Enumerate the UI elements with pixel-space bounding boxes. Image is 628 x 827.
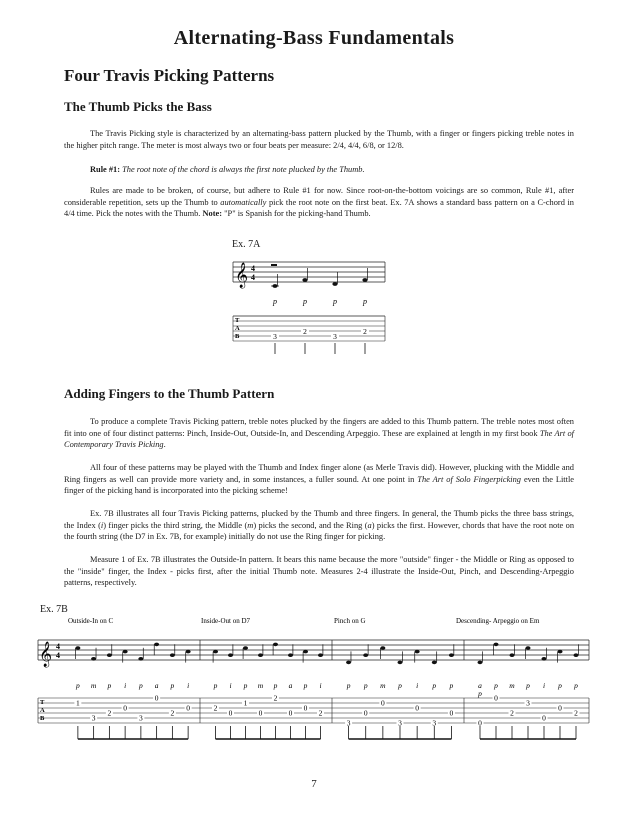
example-7a-label: Ex. 7A: [232, 239, 261, 250]
pick-label: a: [478, 681, 482, 690]
fret-number: 1: [76, 698, 80, 708]
rule-1: [64, 164, 600, 176]
note: [288, 653, 293, 657]
svg-text:B: B: [235, 333, 240, 340]
pick-label: m: [509, 681, 515, 690]
note: [346, 661, 351, 665]
fret-number: 2: [303, 327, 307, 336]
note: [123, 650, 128, 654]
paragraph-intro: The Travis Picking style is characterized by an alternating-bass pattern plucked by the Thumb, with a finger or fingers picking treble notes in the higher pitch range. The meter is most always two or four beats per measure: 2/4, 4/4, 6/8, or 12/8.: [64, 129, 574, 150]
svg-text:T: T: [40, 699, 45, 706]
pick-label: m: [380, 681, 386, 690]
fret-number: 0: [542, 713, 546, 723]
pick-label: p: [273, 297, 277, 306]
example-7b-label: Ex. 7B: [40, 604, 68, 615]
note: [380, 646, 385, 650]
tab-letters-7a: [235, 317, 240, 340]
pick-label: p: [526, 681, 530, 690]
note: [91, 657, 96, 661]
fret-number: 3: [346, 718, 351, 728]
svg-text:A: A: [235, 325, 240, 332]
note: [526, 646, 531, 650]
note: [186, 650, 191, 654]
pick-labels-7b: [75, 681, 578, 698]
pick-label: p: [398, 681, 402, 690]
fret-number: 3: [333, 332, 337, 341]
pick-label: a: [288, 681, 293, 690]
pick-label: p: [303, 297, 307, 306]
note: [332, 282, 337, 286]
time-signature-top: 4: [251, 264, 255, 273]
section-title: Four Travis Picking Patterns: [64, 66, 275, 85]
svg-text:B: B: [40, 715, 45, 722]
note: [362, 278, 367, 282]
measure-titles: [68, 617, 540, 625]
fret-number: 2: [107, 708, 112, 718]
note: [228, 653, 233, 657]
fret-number: 3: [526, 698, 530, 708]
note: [170, 653, 175, 657]
example-7b-notation: [36, 612, 592, 762]
pick-label: p: [494, 681, 498, 690]
pick-label: m: [90, 681, 97, 690]
rest-icon: [271, 264, 277, 266]
pick-label: m: [257, 681, 264, 690]
note: [302, 278, 307, 282]
note: [574, 653, 579, 657]
note: [363, 653, 368, 657]
note: [258, 653, 263, 657]
note: [138, 657, 143, 661]
treble-clef-icon: 𝄞: [39, 641, 53, 666]
pick-labels-7a: [272, 297, 367, 306]
note: [510, 653, 515, 657]
page-title: Alternating-Bass Fundamentals: [173, 27, 455, 49]
pick-label: p: [346, 681, 351, 690]
treble-clef-icon: 𝄞: [235, 262, 249, 287]
paragraph-thumb-index: All four of these patterns may be played with the Thumb and Index finger alone (as Merle Travis did). However, plucking with the Middle and Ring fingers as well can provide more variety and, in some instances, a fuller sound. At one point in The Art of Solo Fingerpicking even the Little finger of the picking hand is incorporated into the picking scheme!: [64, 463, 574, 496]
note: [318, 653, 323, 657]
fret-number: 0: [449, 708, 454, 718]
note: [154, 643, 159, 647]
pick-label: i: [416, 681, 419, 690]
paragraph-rule-explanation: Rules are made to be broken, of course, but adhere to Rule #1 for now. Since root-on-the-bottom voicings are so common, Rule #1, after considerable repetition, sets up the Thumb to automatically pick the root note on the first beat. Ex. 7A shows a standard bass pattern on a C-chord in 4/4 time. Pick the notes with the Thumb. Note: "P" is Spanish for the picking-hand Thumb.: [64, 186, 574, 219]
fret-number: 3: [139, 713, 143, 723]
page-number: 7: [311, 778, 317, 790]
note: [303, 650, 308, 654]
fret-number: 2: [363, 327, 367, 336]
frets-7b: [74, 694, 579, 728]
pick-label: p: [432, 681, 437, 690]
note: [273, 643, 278, 647]
measure-title-1: Outside-In on C: [68, 617, 114, 625]
fret-number: 0: [494, 693, 498, 703]
notes-7b: [75, 643, 578, 665]
paragraph-measure-1: Measure 1 of Ex. 7B illustrates the Outside-In pattern. It bears this name because the more "outside" finger - the Middle or Ring as opposed to the "inside" finger, the Index - picks first, after the initial Thumb note. Measures 2-4 illustrate the Inside-Out, Pinch, and Descending-Arpeggio patterns, respectively.: [64, 555, 574, 588]
tab-lines-7b: [38, 698, 589, 723]
pick-label: i: [319, 681, 322, 690]
fret-number: 3: [398, 718, 402, 728]
pick-label: p: [170, 681, 175, 690]
fret-number: 1: [243, 698, 248, 708]
paragraph-ex7b-explanation: Ex. 7B illustrates all four Travis Picking patterns, plucked by the Thumb and three fingers. In general, the Thumb picks the three bass strings, the Index (i) finger picks the third string, the Middle (m) picks the second, and the Ring (a) picks the first. However, chords that have the root note on the fourth string (the D7 in Ex. 7B, for example) initially do not use the Ring finger for picking.: [64, 509, 575, 542]
fret-number: 3: [91, 713, 96, 723]
fret-number: 0: [415, 703, 420, 713]
note: [478, 661, 483, 665]
pick-label: i: [124, 681, 127, 690]
notes-7a: [271, 264, 368, 288]
note: [398, 661, 403, 665]
fret-number: 0: [228, 708, 233, 718]
fret-number: 0: [123, 703, 127, 713]
note: [75, 646, 80, 650]
note: [494, 643, 499, 647]
pick-label: p: [558, 681, 562, 690]
tab-stems-7b: [78, 726, 576, 739]
fret-number: 0: [186, 703, 190, 713]
pick-label: p: [449, 681, 454, 690]
pick-label: p: [574, 681, 578, 690]
staff-lines-7b: [38, 640, 589, 660]
pick-label: p: [363, 681, 368, 690]
pick-label: i: [542, 681, 546, 690]
tab-stems-7a: [275, 343, 365, 354]
frets-7a: [271, 327, 369, 341]
fret-number: 0: [363, 708, 368, 718]
fret-number: 2: [318, 708, 323, 718]
pick-label: p: [213, 681, 218, 690]
subsection-heading-fingers: Adding Fingers to the Thumb Pattern: [64, 386, 275, 401]
note: [542, 657, 547, 661]
time-signature-bottom: 4: [251, 273, 255, 282]
pick-label: p: [273, 681, 278, 690]
note: [432, 661, 437, 665]
note: [415, 650, 420, 654]
svg-text:T: T: [235, 317, 240, 324]
fret-number: 0: [380, 698, 385, 708]
pick-label: p: [243, 681, 248, 690]
time-signature-bottom: 4: [56, 651, 60, 660]
pick-label: p: [76, 681, 80, 690]
note: [213, 650, 218, 654]
fret-number: 0: [154, 693, 159, 703]
pick-label: p: [333, 297, 337, 306]
pick-label: p: [478, 689, 482, 698]
example-7a-notation: [225, 250, 395, 360]
note: [449, 653, 454, 657]
fret-number: 0: [558, 703, 562, 713]
fret-number: 2: [273, 693, 278, 703]
svg-text:A: A: [40, 707, 45, 714]
note: [243, 646, 248, 650]
subsection-heading-thumb: The Thumb Picks the Bass: [64, 99, 212, 114]
pick-label: i: [187, 681, 190, 690]
fret-number: 0: [303, 703, 308, 713]
pick-label: i: [229, 681, 232, 690]
fret-number: 0: [478, 718, 482, 728]
rule-text: The root note of the chord is always the first note plucked by the Thumb.: [122, 165, 365, 174]
pick-label: p: [363, 297, 367, 306]
note: [558, 650, 563, 654]
fret-number: 2: [510, 708, 514, 718]
staff-lines: [233, 262, 385, 282]
pick-label: p: [139, 681, 143, 690]
time-signature-top: 4: [56, 642, 60, 651]
fret-number: 3: [273, 332, 277, 341]
measure-title-3: Pinch on G: [334, 617, 366, 625]
fret-number: 3: [432, 718, 437, 728]
pick-label: p: [303, 681, 308, 690]
measure-title-2: Inside-Out on D7: [201, 617, 250, 625]
pick-label: a: [154, 681, 159, 690]
tab-letters-7b: [40, 699, 45, 722]
paragraph-complete-pattern: To produce a complete Travis Picking pattern, treble notes plucked by the fingers are added to this Thumb pattern. The treble notes most often fit into one of four distinct patterns: Pinch, Inside-Out, Outside-In, and Descending Arpeggio. These are explained at length in my first book The Art of Contemporary Travis Picking.: [64, 417, 574, 450]
fret-number: 2: [170, 708, 175, 718]
rule-label: Rule #1:: [90, 165, 121, 174]
pick-label: p: [107, 681, 112, 690]
fret-number: 0: [258, 708, 263, 718]
fret-number: 0: [288, 708, 293, 718]
fret-number: 2: [574, 708, 578, 718]
fret-number: 2: [213, 703, 218, 713]
note: [107, 653, 112, 657]
measure-title-4: Descending- Arpeggio on Em: [456, 617, 540, 625]
